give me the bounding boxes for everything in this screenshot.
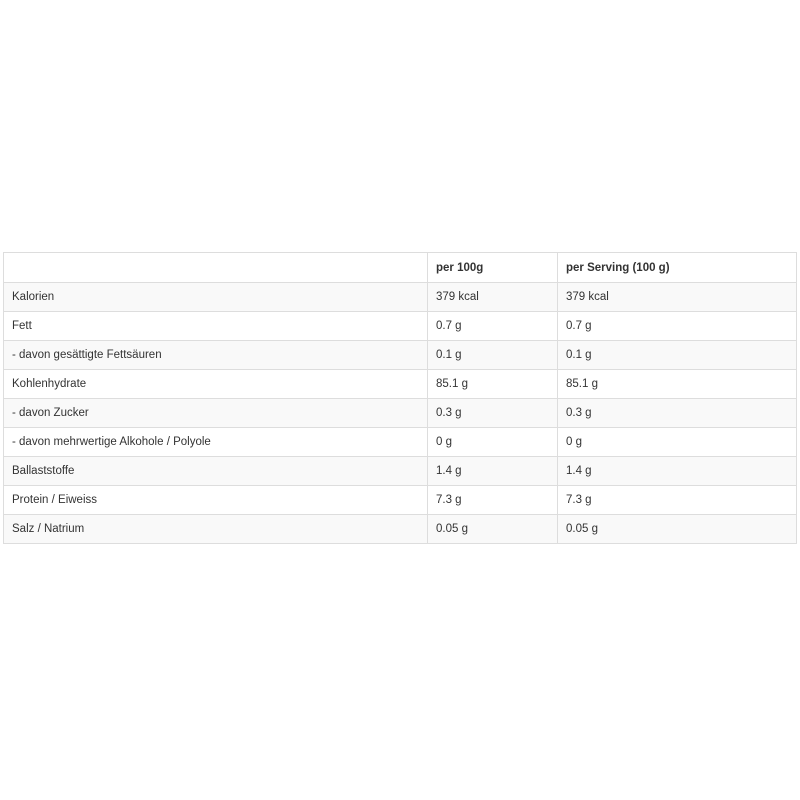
- value-per-100g: 7.3 g: [428, 486, 558, 515]
- nutrient-name: Kohlenhydrate: [4, 370, 428, 399]
- header-per-serving: per Serving (100 g): [558, 253, 797, 283]
- table-row: [4, 399, 797, 428]
- nutrient-name: - davon Zucker: [4, 399, 428, 428]
- value-per-serving: 0 g: [558, 428, 797, 457]
- value-per-100g: 1.4 g: [428, 457, 558, 486]
- header-per-100g: per 100g: [428, 253, 558, 283]
- nutrition-table: [3, 252, 797, 544]
- nutrient-name: Kalorien: [4, 283, 428, 312]
- value-per-serving: 0.1 g: [558, 341, 797, 370]
- header-nutrient: [4, 253, 428, 283]
- table-row: [4, 457, 797, 486]
- value-per-100g: 379 kcal: [428, 283, 558, 312]
- nutrient-name: Protein / Eiweiss: [4, 486, 428, 515]
- value-per-serving: 0.05 g: [558, 515, 797, 544]
- nutrition-table-container: [3, 252, 796, 544]
- table-row: [4, 515, 797, 544]
- value-per-serving: 0.3 g: [558, 399, 797, 428]
- nutrient-name: Salz / Natrium: [4, 515, 428, 544]
- value-per-100g: 0 g: [428, 428, 558, 457]
- value-per-serving: 0.7 g: [558, 312, 797, 341]
- table-row: [4, 428, 797, 457]
- nutrient-name: Ballaststoffe: [4, 457, 428, 486]
- value-per-100g: 0.7 g: [428, 312, 558, 341]
- value-per-serving: 7.3 g: [558, 486, 797, 515]
- table-row: [4, 486, 797, 515]
- nutrient-name: - davon gesättigte Fettsäuren: [4, 341, 428, 370]
- value-per-serving: 85.1 g: [558, 370, 797, 399]
- value-per-100g: 0.3 g: [428, 399, 558, 428]
- value-per-100g: 85.1 g: [428, 370, 558, 399]
- table-row: [4, 312, 797, 341]
- nutrient-name: - davon mehrwertige Alkohole / Polyole: [4, 428, 428, 457]
- value-per-100g: 0.1 g: [428, 341, 558, 370]
- value-per-serving: 379 kcal: [558, 283, 797, 312]
- table-row: [4, 370, 797, 399]
- nutrient-name: Fett: [4, 312, 428, 341]
- table-header-row: [4, 253, 797, 283]
- table-row: [4, 283, 797, 312]
- value-per-serving: 1.4 g: [558, 457, 797, 486]
- value-per-100g: 0.05 g: [428, 515, 558, 544]
- table-row: [4, 341, 797, 370]
